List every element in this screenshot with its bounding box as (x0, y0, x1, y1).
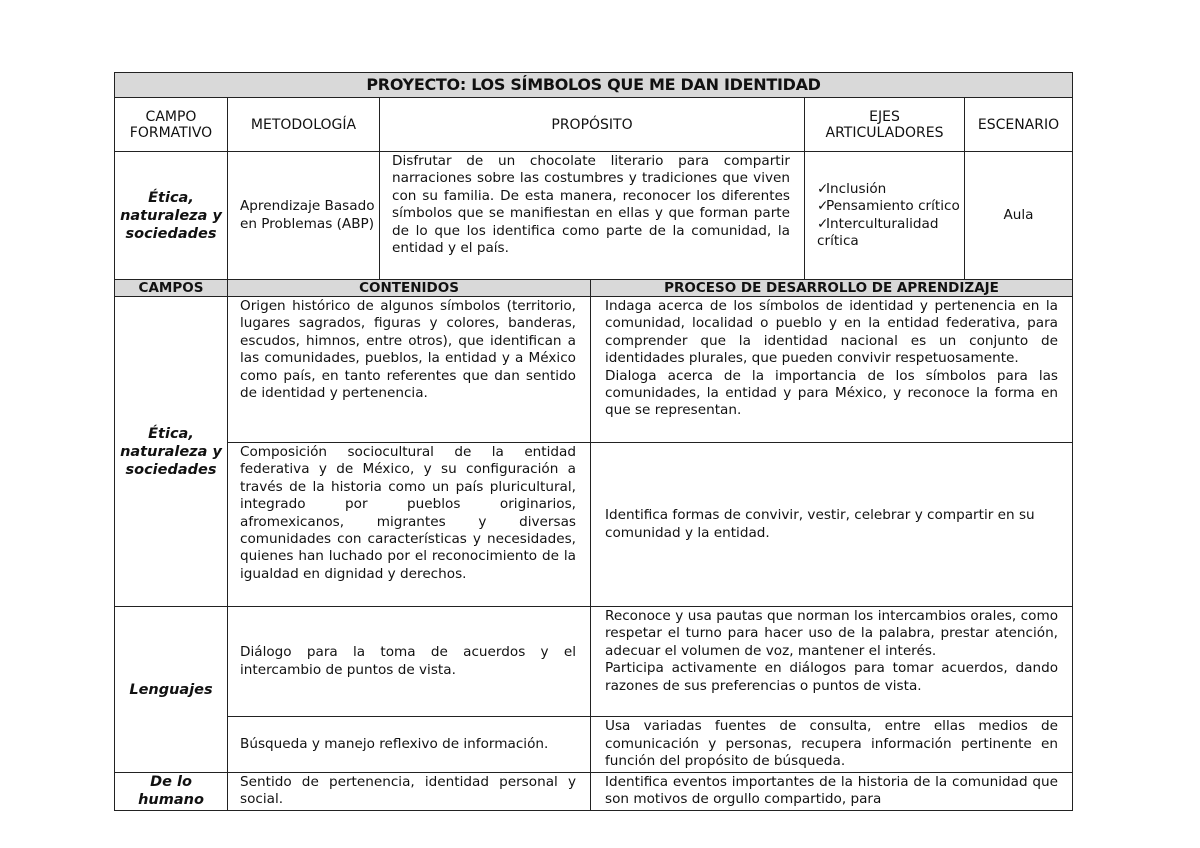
contenido-cell: Búsqueda y manejo reflexivo de información. (228, 717, 591, 773)
proceso-cell (591, 607, 1073, 717)
proceso-cell: Identifica formas de convivir, vestir, celebrar y compartir en su comunidad y la entidad. (591, 443, 1073, 607)
eje-item: ✓Inclusión (817, 180, 887, 197)
proceso-paragraph: Indaga acerca de los símbolos de identidad y pertenencia en la comunidad, localidad o pueblo y en la entidad federativa, para comprender que la identidad nacional es un conjunto de identidades plurales, que pueden convivir respetuosamente. (605, 298, 1059, 367)
contenido-cell: Sentido de pertenencia, identidad personal y social. (228, 773, 591, 811)
check-icon: ✓ (817, 215, 829, 232)
eje-item: ✓Interculturalidad crítica (817, 215, 939, 249)
band-campos: CAMPOS (115, 280, 228, 297)
proceso-paragraph: Reconoce y usa pautas que norman los intercambios orales, como respetar el turno para hacer uso de la palabra, prestar atención, adecuar el volumen de voz, mantener el interés. (605, 608, 1059, 659)
proceso-cell: Usa variadas fuentes de consulta, entre ellas medios de comunicación y personas, recupera información pertinente en función del propósito de búsqueda. (591, 717, 1073, 773)
planning-document (114, 72, 1072, 811)
contenido-cell: Diálogo para la toma de acuerdos y el intercambio de puntos de vista. (228, 607, 591, 717)
section-header-row (115, 280, 1073, 297)
content-row (115, 717, 1073, 773)
project-title: PROYECTO: LOS SÍMBOLOS QUE ME DAN IDENTIDAD (115, 73, 1073, 98)
header-proposito: PROPÓSITO (380, 98, 805, 152)
project-table (114, 72, 1073, 811)
proceso-paragraph: Dialoga acerca de la importancia de los símbolos para las comunidades, la entidad y para México, y reconoce la forma en que se representan. (605, 367, 1059, 419)
info-escenario: Aula (965, 152, 1073, 280)
proceso-cell (591, 297, 1073, 443)
check-icon: ✓ (817, 180, 829, 197)
header-campo-formativo: CAMPO FORMATIVO (115, 98, 228, 152)
proceso-cell: Identifica eventos importantes de la historia de la comunidad que son motivos de orgullo compartido, para (591, 773, 1073, 811)
info-row (115, 152, 1073, 280)
check-icon: ✓ (817, 198, 829, 215)
contenido-cell: Composición sociocultural de la entidad federativa y de México, y su configuración a través de la historia como un país pluricultural, integrado por pueblos originarios, afromexicanos, migrantes y diversas comunidades con características y necesidades, quienes han luchado por el reconocimiento de la igualdad en dignidad y derechos. (228, 443, 591, 607)
content-row (115, 773, 1073, 811)
campo-lenguajes: Lenguajes (115, 607, 228, 773)
header-ejes: EJES ARTICULADORES (805, 98, 965, 152)
info-metodologia: Aprendizaje Basado en Problemas (ABP) (228, 152, 380, 280)
band-contenidos: CONTENIDOS (228, 280, 591, 297)
header-metodologia: METODOLOGÍA (228, 98, 380, 152)
campo-etica: Ética, naturaleza y sociedades (115, 297, 228, 607)
content-row (115, 607, 1073, 717)
info-proposito: Disfrutar de un chocolate literario para compartir narraciones sobre las costumbres y tradiciones que viven con su familia. De esta manera, reconocer los diferentes símbolos que se manifiestan en ellas y que forman parte de lo que los identifica como parte de la comunidad, la entidad y el país. (380, 152, 805, 280)
header-escenario: ESCENARIO (965, 98, 1073, 152)
content-row (115, 443, 1073, 607)
title-row (115, 73, 1073, 98)
band-proceso: PROCESO DE DESARROLLO DE APRENDIZAJE (591, 280, 1073, 297)
eje-item: ✓Pensamiento crítico (817, 198, 960, 215)
info-ejes (805, 152, 965, 280)
header-row (115, 98, 1073, 152)
proceso-paragraph: Participa activamente en diálogos para tomar acuerdos, dando razones de sus preferencias o puntos de vista. (605, 660, 1059, 694)
info-campo: Ética, naturaleza y sociedades (115, 152, 228, 280)
content-row (115, 297, 1073, 443)
campo-humano: De lo humano (115, 773, 228, 811)
contenido-cell: Origen histórico de algunos símbolos (territorio, lugares sagrados, figuras y colores, banderas, escudos, himnos, entre otros), que identifican a las comunidades, pueblos, la entidad y a México como país, en tanto referentes que dan sentido de identidad y pertenencia. (228, 297, 591, 443)
